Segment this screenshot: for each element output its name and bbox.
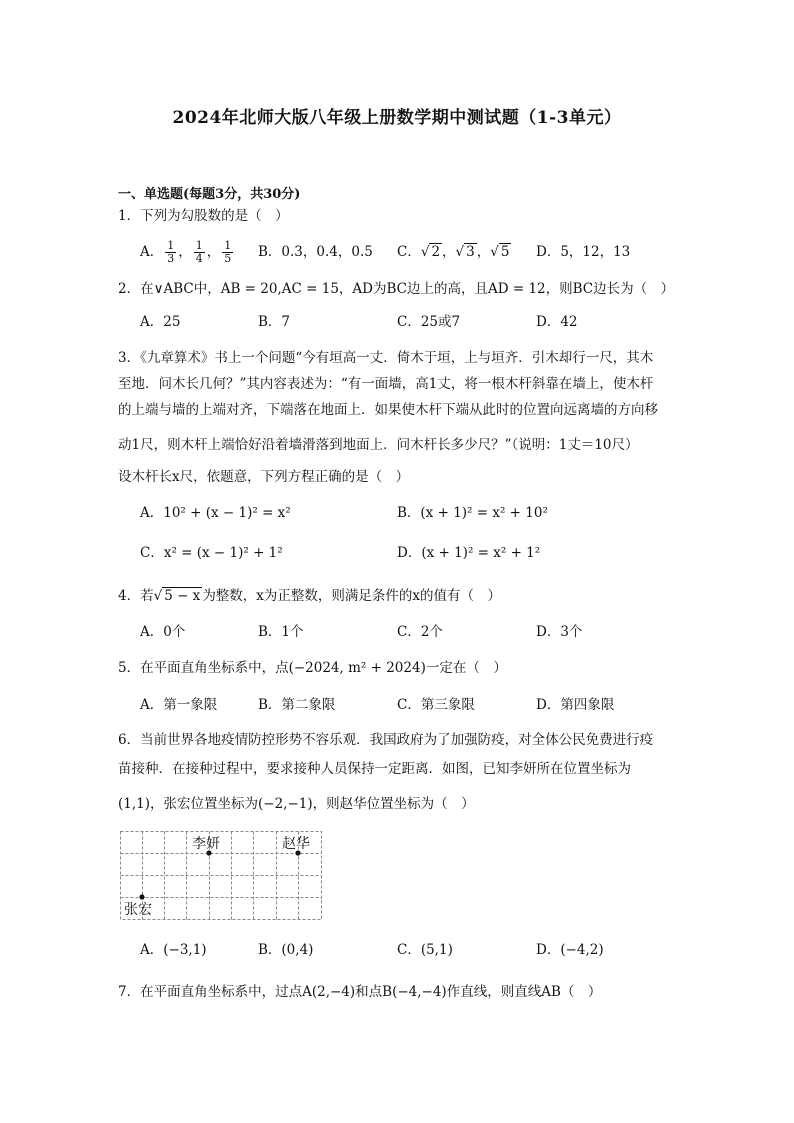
label-li: 李妍 [192, 836, 220, 852]
label-zhao: 赵华 [282, 836, 310, 852]
sqrt: √ 2 [420, 244, 441, 260]
seating-grid-figure [120, 831, 322, 921]
q4-stem: 4．若√ 5 − x 为整数，x为正整数，则满足条件的x的值有（ ） [118, 588, 502, 604]
q5-option-b[interactable]: B．第二象限 [258, 697, 336, 713]
q2-option-b[interactable]: B．7 [258, 314, 291, 330]
q6-line-2: 苗接种．在接种过程中，要求接种人员保持一定距离．如图，已知李妍所在位置坐标为 [118, 761, 631, 777]
q6-line-1: 6．当前世界各地疫情防控形势不容乐观．我国政府为了加强防疫，对全体公民免费进行疫 [118, 732, 654, 748]
sqrt: √ 3 [455, 244, 475, 260]
q2-stem: 2．在∨ABC中，AB = 20,AC = 15，AD为BC边上的高，且AD = 12，则BC边长为（ ） [118, 281, 675, 297]
section-heading: 一、单选题(每题3分，共30分) [118, 187, 301, 202]
q6-option-a[interactable]: A．(−3,1) [140, 942, 207, 958]
q6-option-d[interactable]: D．(−4,2) [536, 942, 604, 958]
fraction: $\frac{1}{5}$ [224, 239, 232, 265]
q1-option-a[interactable]: A． $\frac{1}{3}$ ， $\frac{1}{4}$ ， $\frac{1}{5}$ [140, 239, 232, 265]
q6-option-b[interactable]: B．(0,4) [258, 942, 314, 958]
q4-option-d[interactable]: D．3个 [536, 624, 583, 640]
page-title: 2024年北师大版八年级上册数学期中测试题（1-3单元） [172, 108, 622, 128]
q3-line-4: 动1尺，则木杆上端恰好沿着墙滑落到地面上．问木杆长多少尺？”（说明：1丈＝10尺） [118, 437, 639, 453]
q3-line-3: 的上端与墙的上端对齐，下端落在地面上．如果使木杆下端从此时的位置向远离墙的方向移 [118, 402, 658, 418]
q5-option-a[interactable]: A．第一象限 [140, 697, 218, 713]
fraction: $\frac{1}{4}$ [195, 239, 203, 265]
fraction: $\frac{1}{3}$ [167, 239, 175, 265]
q4-option-c[interactable]: C．2个 [397, 624, 443, 640]
q1-option-b[interactable]: B．0.3，0.4，0.5 [258, 244, 373, 260]
q5-option-c[interactable]: C．第三象限 [397, 697, 475, 713]
q3-option-a[interactable]: A．10² + (x − 1)² = x² [140, 505, 291, 521]
q1-stem: 1．下列为勾股数的是（ ） [118, 208, 289, 224]
q5-stem: 5．在平面直角坐标系中，点(−2024, m² + 2024)一定在（ ） [118, 660, 507, 676]
q3-option-c[interactable]: C．x² = (x − 1)² + 1² [140, 545, 283, 561]
sqrt: √ 5 [490, 244, 510, 260]
q1-option-d[interactable]: D．5，12，13 [536, 244, 631, 260]
q3-option-b[interactable]: B．(x + 1)² = x² + 10² [397, 505, 548, 521]
q3-line-2: 至地．问木长几何？”其内容表述为：“有一面墙，高1丈，将一根木杆斜靠在墙上，使木杆 [118, 376, 654, 392]
q6-option-c[interactable]: C．(5,1) [397, 942, 453, 958]
q3-line-5: 设木杆长x尺，依题意，下列方程正确的是（ ） [118, 469, 410, 485]
sqrt: √ 5 − x [153, 588, 201, 604]
q6-line-3: (1,1)，张宏位置坐标为(−2,−1)，则赵华位置坐标为（ ） [118, 796, 475, 812]
q5-option-d[interactable]: D．第四象限 [536, 697, 615, 713]
q4-option-a[interactable]: A．0个 [140, 624, 186, 640]
q4-option-b[interactable]: B．1个 [258, 624, 304, 640]
q7-stem: 7．在平面直角坐标系中，过点A(2,−4)和点B(−4,−4)作直线，则直线AB（ ） [118, 984, 602, 1000]
option-label: A． [140, 244, 164, 260]
q2-option-a[interactable]: A．25 [140, 314, 181, 330]
q2-option-c[interactable]: C．25或7 [397, 314, 461, 330]
q3-line-1: 3．《九章算术》书上一个问题“今有垣高一丈．倚木于垣，上与垣齐．引木却行一尺，其木 [118, 350, 654, 366]
label-zhang: 张宏 [124, 902, 152, 918]
q2-option-d[interactable]: D．42 [536, 314, 578, 330]
q1-option-c[interactable]: C．√ 2 ，√ 3 ，√ 5 [397, 244, 510, 260]
q3-option-d[interactable]: D．(x + 1)² = x² + 1² [397, 545, 541, 561]
